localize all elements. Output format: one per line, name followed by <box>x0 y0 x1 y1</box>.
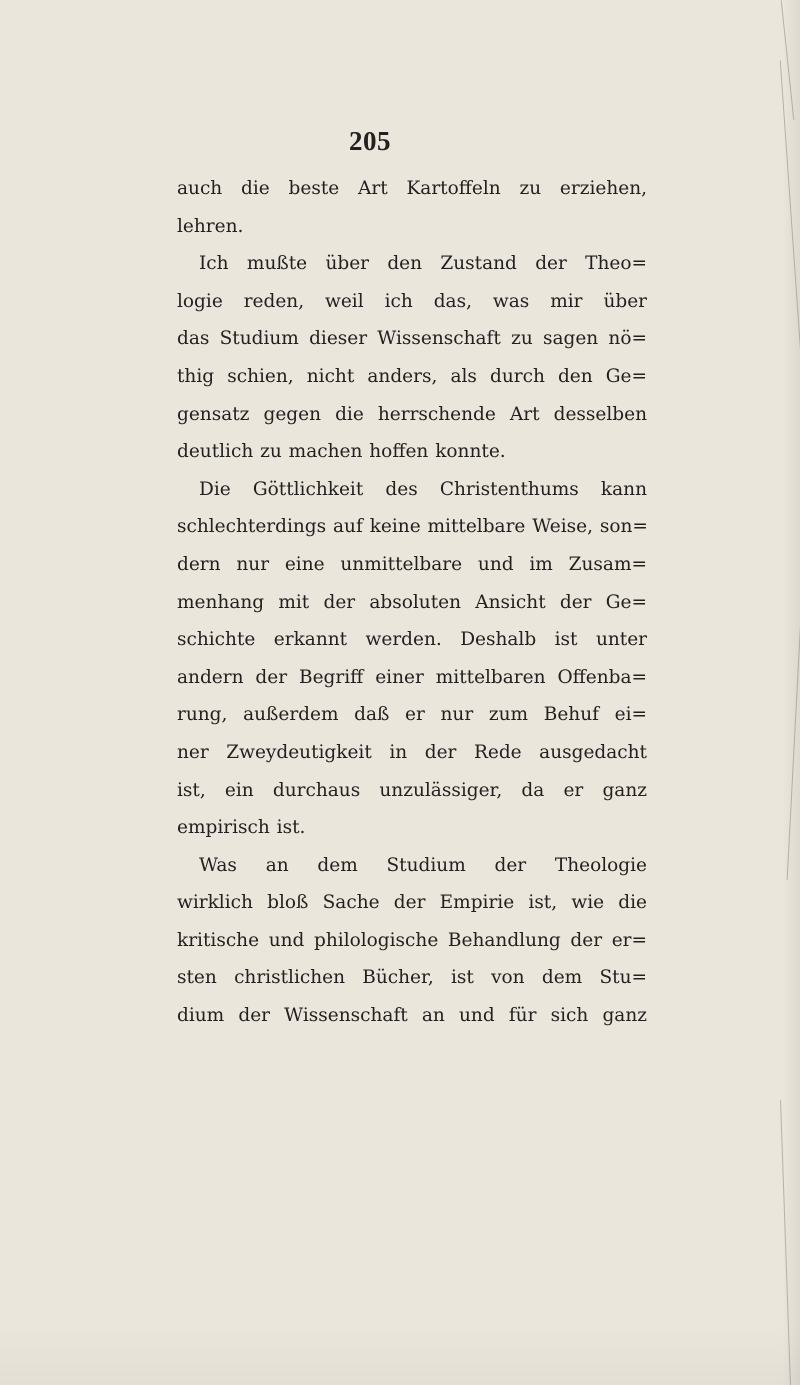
text-line: thig schien, nicht anders, als durch den Ge= <box>177 365 647 387</box>
paragraph-start-line: Ich mußte über den Zustand der Theo= <box>199 253 647 275</box>
text-line: auch die beste Art Kartoffeln zu erziehen, <box>177 178 647 199</box>
text-line: schichte erkannt werden. Deshalb ist unter <box>177 629 647 651</box>
text-line: das Studium dieser Wissenschaft zu sagen nö= <box>177 328 647 350</box>
text-line: kritische und philologische Behandlung der er= <box>177 929 647 951</box>
text-line: rung, außerdem daß er nur zum Behuf ei= <box>177 704 647 726</box>
text-line: logie reden, weil ich das, was mir über <box>177 290 647 312</box>
text-line: dern nur eine unmittelbare und im Zusam= <box>177 553 647 575</box>
text-line: wirklich bloß Sache der Empirie ist, wie die <box>177 892 647 914</box>
body-text <box>177 170 647 1035</box>
page-bottom-shade <box>0 1325 800 1385</box>
paragraph-start-line: Was an dem Studium der Theologie <box>199 854 647 876</box>
text-line: schlechterdings auf keine mittelbare Weise, son= <box>177 516 648 538</box>
text-line: empirisch ist. <box>177 817 306 839</box>
page-number: 205 <box>349 126 391 156</box>
text-line: ner Zweydeutigkeit in der Rede ausgedacht <box>177 741 647 763</box>
text-line: lehren. <box>177 215 244 237</box>
text-line: gensatz gegen die herrschende Art desselben <box>177 403 647 425</box>
paragraph-start-line: Die Göttlichkeit des Christenthums kann <box>199 478 647 500</box>
text-line: andern der Begriff einer mittelbaren Offenba= <box>177 666 647 688</box>
text-line: dium der Wissenschaft an und für sich ganz <box>177 1005 647 1027</box>
text-line: sten christlichen Bücher, ist von dem Stu= <box>177 967 647 989</box>
text-line: deutlich zu machen hoffen konnte. <box>177 441 506 463</box>
text-line: menhang mit der absoluten Ansicht der Ge= <box>177 591 647 613</box>
text-line: ist, ein durchaus unzulässiger, da er ganz <box>177 779 647 801</box>
